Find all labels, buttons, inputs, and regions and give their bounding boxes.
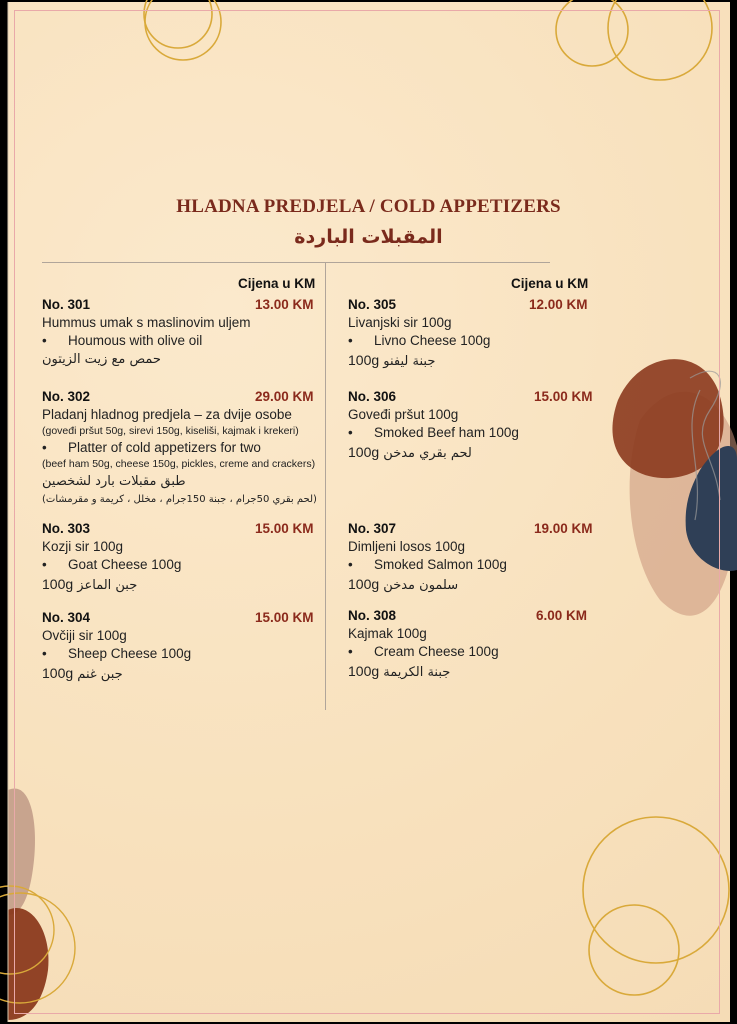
item-name: Ovčiji sir 100g — [42, 628, 127, 643]
item-name: Goveđi pršut 100g — [348, 407, 459, 422]
item-number: No. 301 — [42, 297, 91, 312]
menu-title-arabic: المقبلات الباردة — [294, 226, 443, 248]
item-arabic-qty: 100g — [348, 663, 380, 679]
item-name: Kajmak 100g — [348, 626, 427, 641]
item-arabic-qty: 100g — [42, 576, 74, 592]
item-arabic: لحم بقري مدخن — [383, 446, 472, 461]
item-number: No. 302 — [42, 389, 91, 404]
item-number: No. 308 — [348, 608, 397, 623]
item-arabic: جبنة ليفنو — [383, 354, 436, 369]
item-arabic-detail: (لحم بقري 50جرام ، جبنة 150جرام ، مخلل ، كريمة و مقرمشات) — [42, 494, 317, 505]
item-price: 15.00 KM — [534, 389, 593, 404]
item-english: Smoked Beef ham 100g — [374, 425, 519, 440]
item-english: Goat Cheese 100g — [68, 557, 182, 572]
item-number: No. 306 — [348, 389, 397, 404]
bullet-icon: • — [348, 557, 353, 572]
item-price: 15.00 KM — [255, 521, 314, 536]
item-price: 6.00 KM — [536, 608, 588, 623]
menu-title: HLADNA PREDJELA / COLD APPETIZERS — [176, 196, 561, 217]
item-english-detail: (beef ham 50g, cheese 150g, pickles, creme and crackers) — [42, 458, 316, 470]
item-name: Dimljeni losos 100g — [348, 539, 466, 554]
item-name: Kozji sir 100g — [42, 539, 124, 554]
bullet-icon: • — [348, 425, 353, 440]
bullet-icon: • — [42, 557, 47, 572]
price-header-right: Cijena u KM — [511, 276, 589, 291]
item-english: Platter of cold appetizers for two — [68, 440, 261, 455]
item-arabic-qty: 100g — [348, 576, 380, 592]
item-number: No. 304 — [42, 610, 91, 625]
item-price: 19.00 KM — [534, 521, 593, 536]
menu-item-305 — [348, 296, 598, 372]
price-header-left: Cijena u KM — [238, 276, 316, 291]
item-arabic: جبن غنم — [77, 667, 123, 682]
bullet-icon: • — [348, 333, 353, 348]
menu-item-303 — [42, 520, 318, 596]
item-english: Livno Cheese 100g — [374, 333, 491, 348]
header-divider — [42, 262, 550, 263]
item-price: 13.00 KM — [255, 297, 314, 312]
item-name: Hummus umak s maslinovim uljem — [42, 315, 251, 330]
bullet-icon: • — [42, 440, 47, 455]
menu-item-308 — [348, 607, 598, 683]
page-border — [14, 10, 720, 1014]
item-price: 15.00 KM — [255, 610, 314, 625]
item-name: Pladanj hladnog predjela – za dvije osobe — [42, 407, 292, 422]
item-name: Livanjski sir 100g — [348, 315, 452, 330]
item-number: No. 305 — [348, 297, 397, 312]
item-number: No. 303 — [42, 521, 91, 536]
menu-item-304 — [42, 609, 318, 685]
item-english: Houmous with olive oil — [68, 333, 203, 348]
item-price: 12.00 KM — [529, 297, 588, 312]
item-arabic-qty: 100g — [348, 352, 380, 368]
item-arabic: حمص مع زيت الزيتون — [42, 352, 161, 367]
bullet-icon: • — [348, 644, 353, 659]
item-arabic: جبنة الكريمة — [383, 665, 451, 680]
bullet-icon: • — [42, 333, 47, 348]
menu-item-306 — [348, 388, 598, 464]
item-english: Sheep Cheese 100g — [68, 646, 192, 661]
item-arabic-qty: 100g — [42, 665, 74, 681]
bullet-icon: • — [42, 646, 47, 661]
menu-item-301 — [42, 296, 318, 370]
menu-item-302 — [42, 388, 332, 507]
item-arabic-qty: 100g — [348, 444, 380, 460]
item-arabic: سلمون مدخن — [383, 578, 459, 593]
item-arabic: جبن الماعز — [77, 578, 138, 593]
item-name-detail: (goveđi pršut 50g, sirevi 150g, kiseliši, kajmak i krekeri) — [42, 425, 299, 437]
item-english: Cream Cheese 100g — [374, 644, 499, 659]
item-arabic: طبق مقبلات بارد لشخصين — [42, 474, 186, 489]
item-english: Smoked Salmon 100g — [374, 557, 507, 572]
item-number: No. 307 — [348, 521, 397, 536]
menu-item-307 — [348, 520, 598, 596]
item-price: 29.00 KM — [255, 389, 314, 404]
